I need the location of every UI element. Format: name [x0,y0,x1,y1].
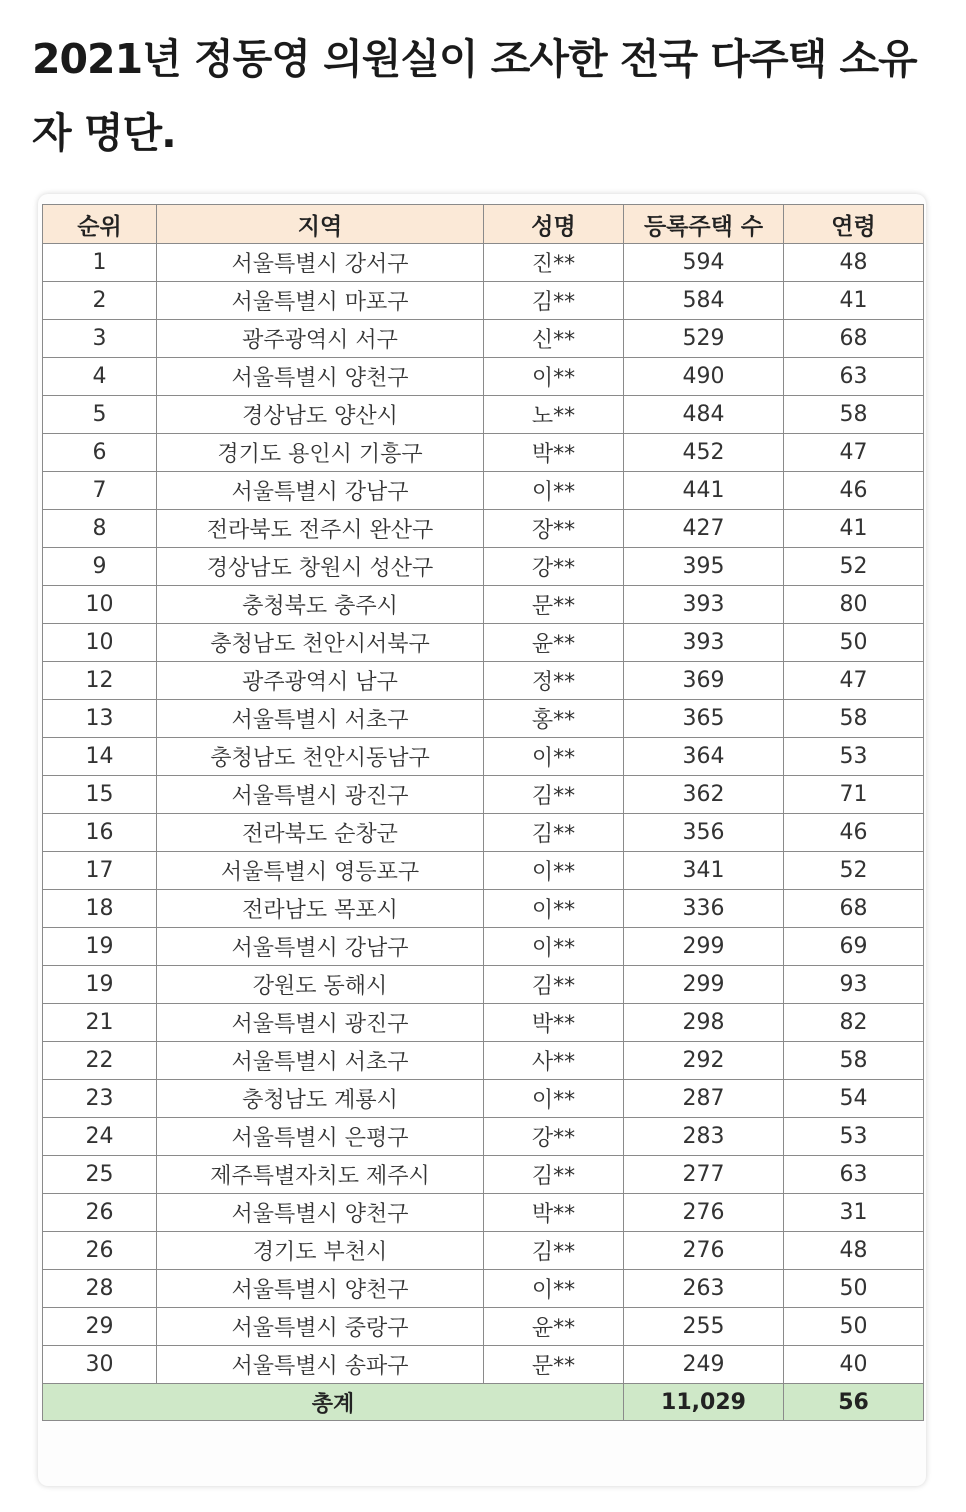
table-row [43,396,924,434]
cell-region: 서울특별시 영등포구 [157,852,484,890]
cell-count: 299 [624,966,784,1004]
cell-rank: 16 [43,814,157,852]
cell-name: 정** [484,662,624,700]
cell-age: 46 [784,472,924,510]
cell-region: 서울특별시 양천구 [157,358,484,396]
cell-region: 광주광역시 서구 [157,320,484,358]
cell-name: 박** [484,434,624,472]
cell-name: 홍** [484,700,624,738]
cell-age: 50 [784,624,924,662]
cell-age: 68 [784,320,924,358]
cell-age: 48 [784,244,924,282]
cell-region: 서울특별시 광진구 [157,776,484,814]
cell-region: 서울특별시 마포구 [157,282,484,320]
cell-age: 82 [784,1004,924,1042]
header-name: 성명 [484,205,624,244]
cell-count: 263 [624,1270,784,1308]
table-row [43,320,924,358]
cell-age: 69 [784,928,924,966]
cell-region: 경기도 부천시 [157,1232,484,1270]
table-row [43,814,924,852]
header-age: 연령 [784,205,924,244]
table-row [43,1080,924,1118]
cell-name: 이** [484,472,624,510]
post-title: 2021년 정동영 의원실이 조사한 전국 다주택 소유자 명단. [32,35,917,157]
cell-count: 484 [624,396,784,434]
cell-rank: 19 [43,966,157,1004]
cell-age: 50 [784,1270,924,1308]
cell-count: 365 [624,700,784,738]
cell-region: 경상남도 창원시 성산구 [157,548,484,586]
cell-age: 50 [784,1308,924,1346]
cell-rank: 18 [43,890,157,928]
table-row [43,282,924,320]
cell-count: 364 [624,738,784,776]
table-row [43,662,924,700]
table-row [43,244,924,282]
cell-count: 395 [624,548,784,586]
table-row [43,1042,924,1080]
cell-name: 박** [484,1004,624,1042]
cell-count: 393 [624,586,784,624]
cell-name: 이** [484,852,624,890]
cell-name: 김** [484,1156,624,1194]
cell-count: 299 [624,928,784,966]
cell-region: 서울특별시 서초구 [157,700,484,738]
total-count: 11,029 [624,1384,784,1421]
cell-age: 54 [784,1080,924,1118]
cell-name: 이** [484,738,624,776]
cell-rank: 30 [43,1346,157,1384]
cell-rank: 5 [43,396,157,434]
table-body [43,244,924,1384]
cell-rank: 8 [43,510,157,548]
table-row [43,434,924,472]
cell-name: 강** [484,548,624,586]
cell-rank: 22 [43,1042,157,1080]
cell-age: 53 [784,738,924,776]
cell-count: 255 [624,1308,784,1346]
cell-name: 김** [484,282,624,320]
cell-age: 41 [784,510,924,548]
cell-region: 서울특별시 강남구 [157,928,484,966]
cell-rank: 24 [43,1118,157,1156]
cell-region: 서울특별시 양천구 [157,1194,484,1232]
cell-count: 427 [624,510,784,548]
cell-name: 이** [484,928,624,966]
cell-region: 서울특별시 은평구 [157,1118,484,1156]
cell-name: 강** [484,1118,624,1156]
table-row [43,1346,924,1384]
cell-rank: 19 [43,928,157,966]
cell-rank: 7 [43,472,157,510]
table-row [43,1194,924,1232]
cell-rank: 3 [43,320,157,358]
cell-count: 298 [624,1004,784,1042]
cell-name: 이** [484,890,624,928]
table-row [43,1118,924,1156]
cell-count: 529 [624,320,784,358]
table-row [43,928,924,966]
cell-region: 제주특별자치도 제주시 [157,1156,484,1194]
cell-age: 41 [784,282,924,320]
cell-name: 진** [484,244,624,282]
header-rank: 순위 [43,205,157,244]
cell-region: 전라북도 전주시 완산구 [157,510,484,548]
cell-age: 58 [784,700,924,738]
table-row [43,852,924,890]
cell-age: 40 [784,1346,924,1384]
cell-count: 441 [624,472,784,510]
cell-name: 김** [484,966,624,1004]
cell-count: 287 [624,1080,784,1118]
cell-age: 47 [784,434,924,472]
cell-rank: 17 [43,852,157,890]
cell-rank: 15 [43,776,157,814]
cell-count: 276 [624,1194,784,1232]
cell-count: 490 [624,358,784,396]
cell-name: 윤** [484,624,624,662]
table-row [43,358,924,396]
header-region: 지역 [157,205,484,244]
table-row [43,700,924,738]
cell-name: 노** [484,396,624,434]
cell-name: 김** [484,1232,624,1270]
cell-region: 광주광역시 남구 [157,662,484,700]
cell-rank: 25 [43,1156,157,1194]
cell-name: 신** [484,320,624,358]
table-row [43,548,924,586]
cell-count: 393 [624,624,784,662]
cell-rank: 2 [43,282,157,320]
cell-age: 52 [784,548,924,586]
cell-name: 이** [484,1270,624,1308]
table-row [43,624,924,662]
cell-name: 김** [484,814,624,852]
header-count: 등록주택 수 [624,205,784,244]
cell-region: 전라북도 순창군 [157,814,484,852]
cell-age: 52 [784,852,924,890]
table-row [43,1308,924,1346]
table-row [43,738,924,776]
cell-rank: 10 [43,624,157,662]
table-row [43,1156,924,1194]
cell-name: 박** [484,1194,624,1232]
cell-rank: 26 [43,1194,157,1232]
table-row [43,510,924,548]
cell-rank: 9 [43,548,157,586]
cell-region: 경상남도 양산시 [157,396,484,434]
table-row [43,472,924,510]
cell-age: 80 [784,586,924,624]
total-row [43,1384,924,1421]
cell-age: 63 [784,358,924,396]
cell-region: 충청남도 계룡시 [157,1080,484,1118]
cell-age: 93 [784,966,924,1004]
cell-count: 369 [624,662,784,700]
table-row [43,966,924,1004]
multi-homeowner-table [42,204,924,1421]
cell-rank: 13 [43,700,157,738]
table-row [43,1004,924,1042]
cell-count: 336 [624,890,784,928]
cell-age: 71 [784,776,924,814]
table-row [43,776,924,814]
cell-count: 283 [624,1118,784,1156]
cell-region: 서울특별시 서초구 [157,1042,484,1080]
cell-count: 341 [624,852,784,890]
cell-name: 윤** [484,1308,624,1346]
cell-name: 장** [484,510,624,548]
cell-region: 충청남도 천안시동남구 [157,738,484,776]
cell-age: 63 [784,1156,924,1194]
cell-count: 249 [624,1346,784,1384]
cell-age: 31 [784,1194,924,1232]
cell-rank: 14 [43,738,157,776]
cell-age: 48 [784,1232,924,1270]
cell-region: 서울특별시 강남구 [157,472,484,510]
cell-region: 서울특별시 송파구 [157,1346,484,1384]
cell-count: 292 [624,1042,784,1080]
cell-name: 이** [484,358,624,396]
cell-region: 충청북도 충주시 [157,586,484,624]
cell-rank: 28 [43,1270,157,1308]
cell-age: 46 [784,814,924,852]
total-label: 총계 [43,1384,624,1421]
cell-region: 서울특별시 양천구 [157,1270,484,1308]
cell-region: 강원도 동해시 [157,966,484,1004]
cell-rank: 29 [43,1308,157,1346]
cell-age: 58 [784,396,924,434]
cell-age: 53 [784,1118,924,1156]
cell-count: 594 [624,244,784,282]
cell-age: 47 [784,662,924,700]
cell-region: 충청남도 천안시서북구 [157,624,484,662]
cell-count: 277 [624,1156,784,1194]
cell-region: 서울특별시 광진구 [157,1004,484,1042]
cell-count: 362 [624,776,784,814]
cell-region: 서울특별시 강서구 [157,244,484,282]
cell-name: 문** [484,586,624,624]
cell-age: 68 [784,890,924,928]
table-row [43,586,924,624]
cell-region: 전라남도 목포시 [157,890,484,928]
table-row [43,1270,924,1308]
cell-rank: 23 [43,1080,157,1118]
cell-name: 사** [484,1042,624,1080]
cell-count: 452 [624,434,784,472]
cell-count: 276 [624,1232,784,1270]
cell-rank: 6 [43,434,157,472]
cell-rank: 4 [43,358,157,396]
cell-age: 58 [784,1042,924,1080]
cell-rank: 1 [43,244,157,282]
total-age: 56 [784,1384,924,1421]
table-row [43,1232,924,1270]
cell-rank: 21 [43,1004,157,1042]
cell-rank: 12 [43,662,157,700]
cell-rank: 10 [43,586,157,624]
cell-count: 584 [624,282,784,320]
cell-name: 이** [484,1080,624,1118]
cell-name: 김** [484,776,624,814]
cell-count: 356 [624,814,784,852]
cell-rank: 26 [43,1232,157,1270]
cell-name: 문** [484,1346,624,1384]
cell-region: 서울특별시 중랑구 [157,1308,484,1346]
cell-region: 경기도 용인시 기흥구 [157,434,484,472]
table-header-row [43,205,924,244]
table-row [43,890,924,928]
